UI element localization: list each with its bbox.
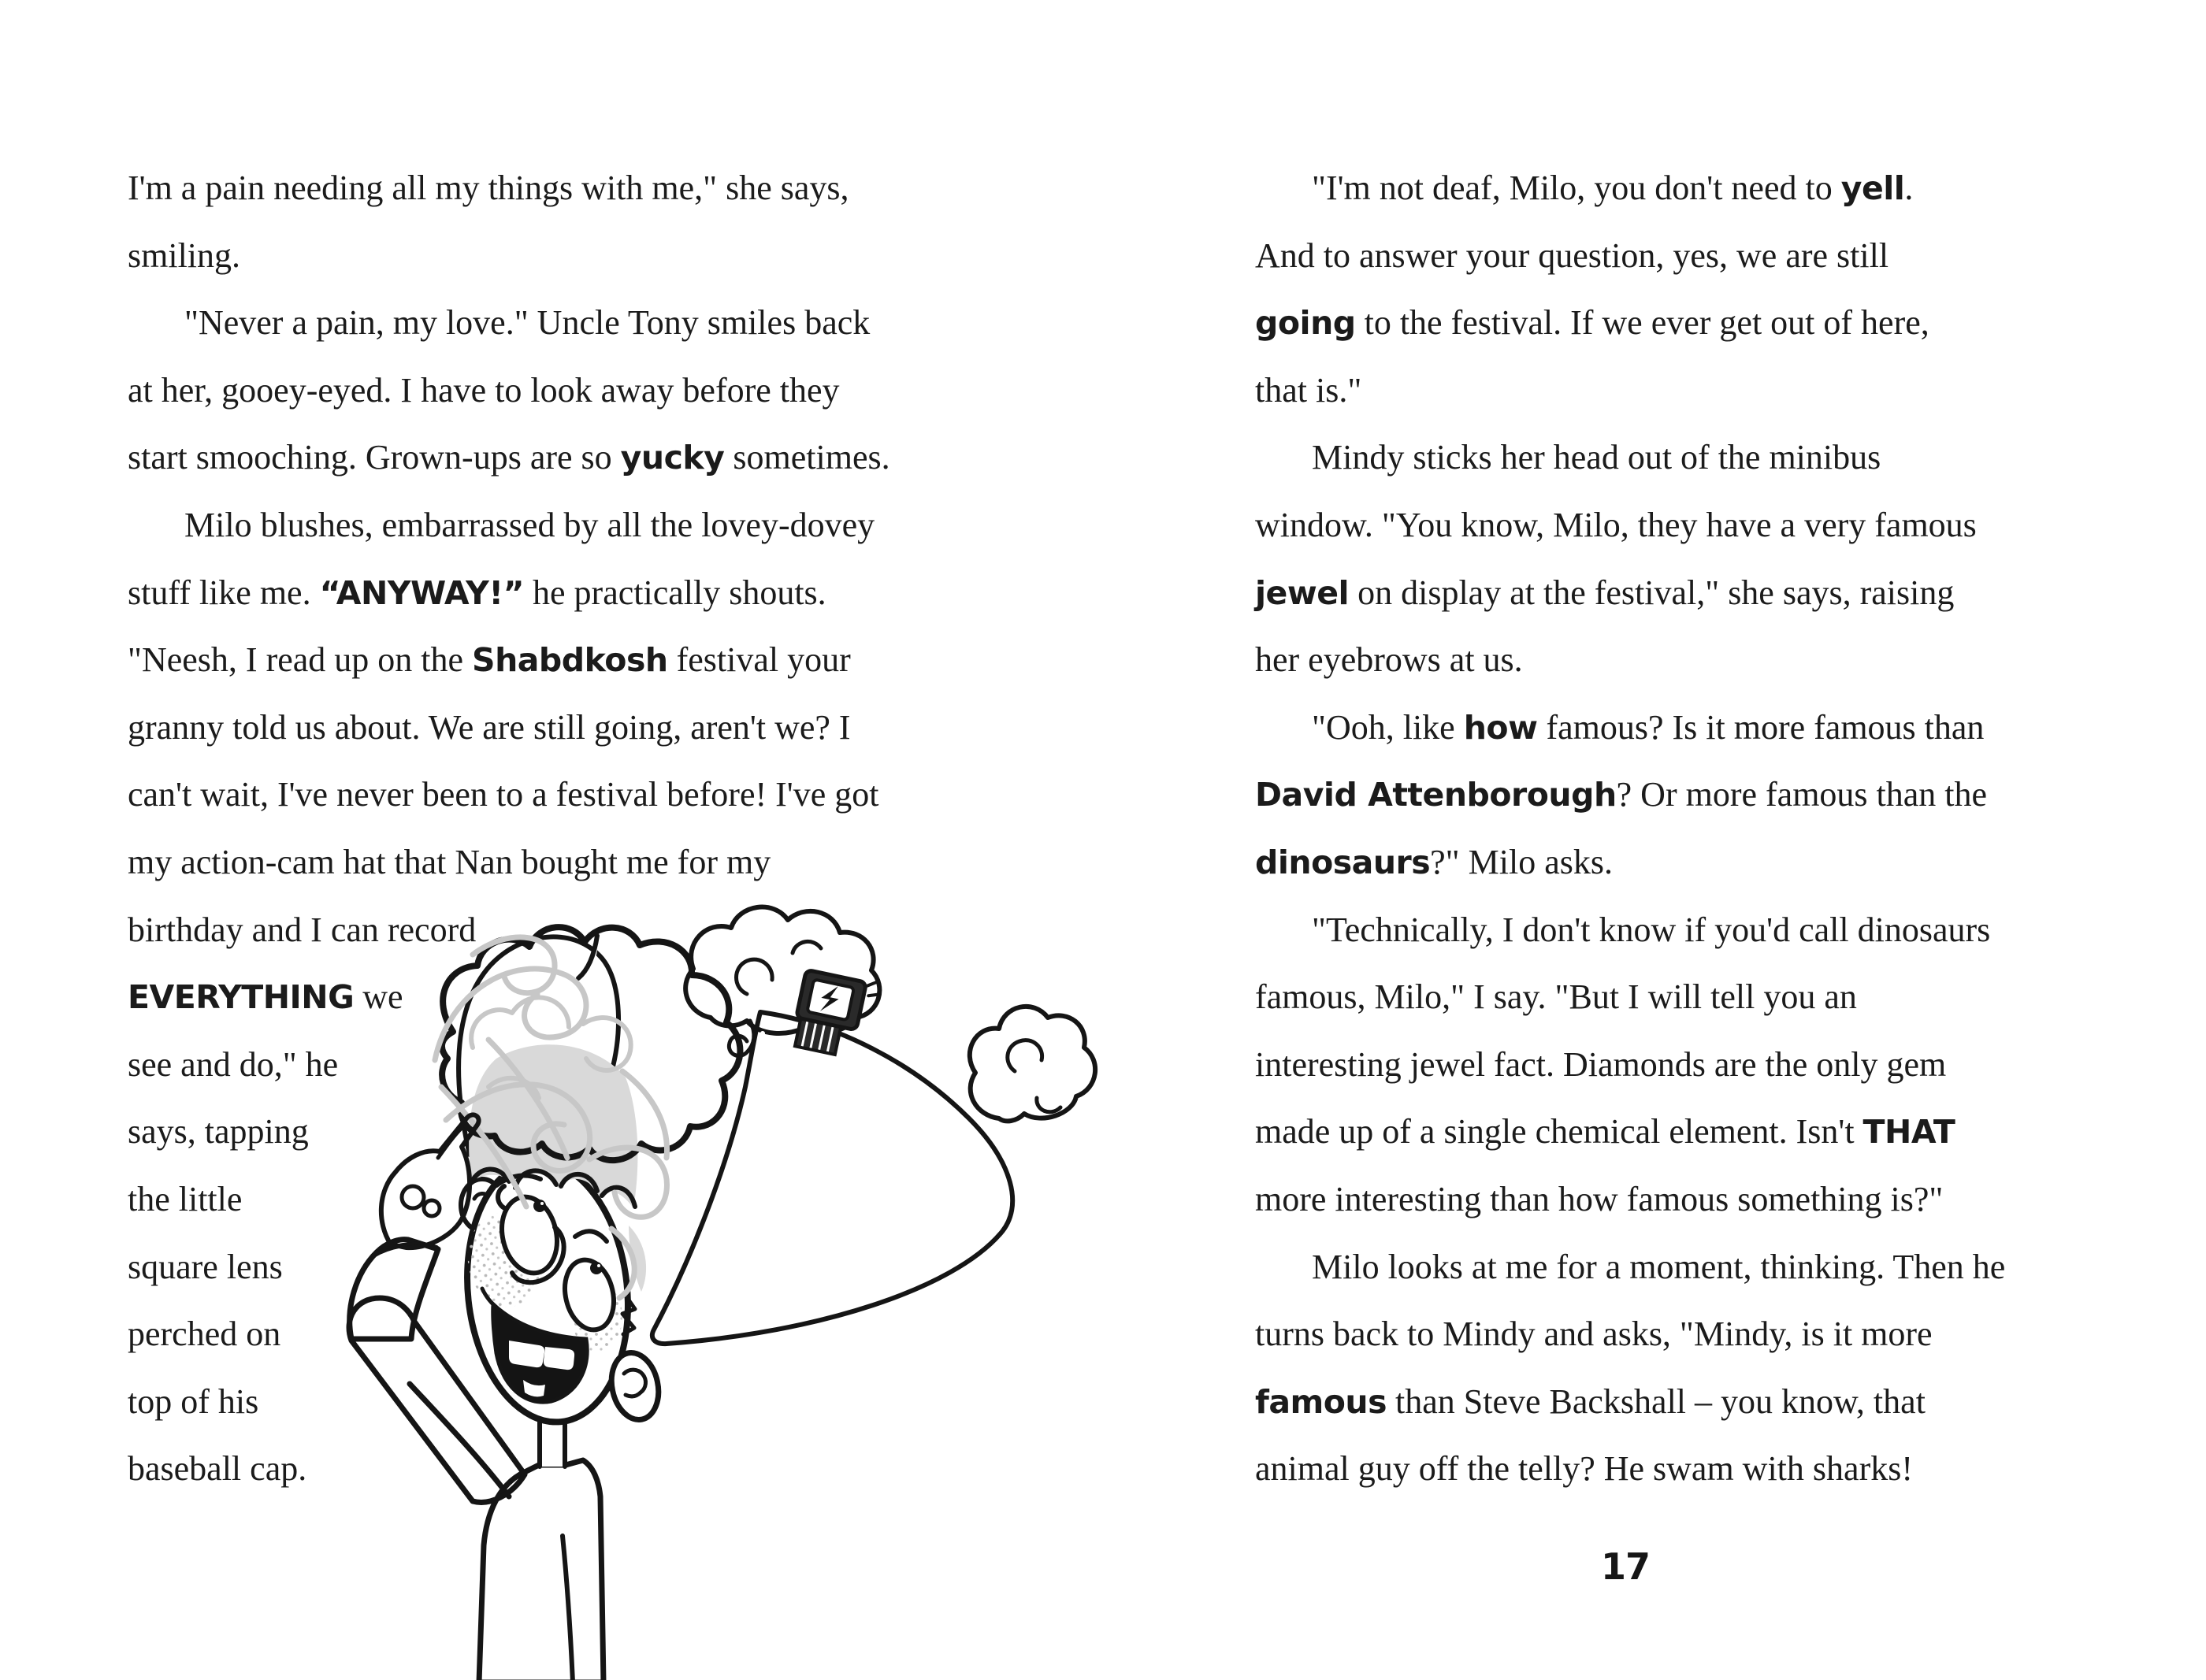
emphasis-text: Shabdkosh — [472, 641, 668, 680]
body-text: ? Or more famous than the — [1616, 775, 1988, 814]
emphasis-text: “ANYWAY!” — [319, 573, 525, 612]
body-text: stuff like me. — [128, 573, 320, 612]
body-text: famous? Is it more famous than — [1537, 707, 1985, 747]
text-line — [1255, 626, 2005, 694]
body-text: Mindy sticks her head out of the minibus — [1312, 438, 1881, 477]
text-line — [128, 289, 890, 357]
page-number: 17 — [1600, 1545, 1650, 1588]
emphasis-text: going — [1255, 304, 1356, 343]
boy-torso — [479, 1415, 603, 1680]
text-line — [1255, 761, 2005, 829]
body-text: made up of a single chemical element. Isn't — [1255, 1112, 1863, 1152]
forearm — [350, 1240, 438, 1339]
body-text: my action-cam hat that Nan bought me for my — [128, 842, 771, 881]
boy-illustration — [343, 899, 1107, 1680]
text-line — [128, 154, 890, 222]
body-text: her eyebrows at us. — [1255, 640, 1523, 680]
body-text: square lens — [128, 1247, 283, 1286]
body-text: interesting jewel fact. Diamonds are the only gem — [1255, 1044, 1947, 1084]
body-text: turns back to Mindy and asks, "Mindy, is it more — [1255, 1315, 1933, 1354]
body-text: I'm a pain needing all my things with me," she says, — [128, 169, 849, 207]
body-text: baseball cap. — [128, 1449, 307, 1489]
body-text: And to answer your question, yes, we are still — [1255, 235, 1889, 275]
text-line — [1255, 357, 2005, 425]
text-line — [128, 761, 890, 829]
right-ear — [606, 1348, 665, 1424]
body-text: more interesting than how famous something is?" — [1255, 1179, 1944, 1218]
text-line — [128, 357, 890, 425]
text-line — [128, 424, 890, 491]
body-text: says, tapping — [128, 1112, 309, 1152]
backwards-cap-panel — [652, 1012, 1012, 1344]
body-text: "I'm not deaf, Milo, you don't need to — [1312, 169, 1841, 207]
body-text: start smooching. Grown-ups are so — [128, 438, 621, 477]
body-text: "Ooh, like — [1312, 707, 1464, 747]
body-text: famous, Milo," I say. "But I will tell you an — [1255, 977, 1857, 1017]
text-line — [1255, 896, 2005, 964]
body-text: that is." — [1255, 370, 1362, 410]
body-text: birthday and I can record — [128, 910, 477, 949]
body-text: to the festival. If we ever get out of here, — [1355, 303, 1929, 343]
emphasis-text: THAT — [1862, 1113, 1955, 1152]
body-text: window. "You know, Milo, they have a very famous — [1255, 505, 1977, 544]
body-text: "Never a pain, my love." Uncle Tony smiles back — [184, 303, 871, 343]
body-text: we — [354, 977, 403, 1017]
body-text: "Neesh, I read up on the — [128, 640, 473, 680]
text-line — [128, 559, 890, 627]
body-text: . — [1904, 169, 1914, 207]
text-line — [1255, 424, 2005, 491]
text-line — [1255, 829, 2005, 896]
body-text: granny told us about. We are still going, aren't we? I — [128, 707, 851, 747]
body-text: festival your — [667, 640, 851, 680]
text-line — [128, 491, 890, 559]
body-text: he practically shouts. — [524, 573, 826, 612]
emphasis-text: famous — [1255, 1382, 1387, 1421]
body-text: sometimes. — [724, 438, 890, 477]
body-text: ?" Milo asks. — [1430, 842, 1613, 881]
text-line — [1255, 1368, 2005, 1436]
thought-cloud-far-right — [970, 1007, 1095, 1121]
text-line — [1255, 1098, 2005, 1166]
text-line — [1255, 289, 2005, 357]
emphasis-text: yucky — [620, 439, 725, 477]
body-text: top of his — [128, 1381, 259, 1421]
body-text: "Technically, I don't know if you'd call dinosaurs — [1312, 910, 1991, 949]
body-text: see and do," he — [128, 1044, 339, 1084]
right-page-text — [1255, 154, 2005, 1503]
text-line — [128, 626, 890, 694]
text-line — [1255, 1435, 2005, 1503]
emphasis-text: EVERYTHING — [128, 978, 355, 1017]
text-line — [1255, 963, 2005, 1031]
emphasis-text: yell — [1840, 169, 1905, 207]
body-text: perched on — [128, 1315, 281, 1354]
text-line — [128, 694, 890, 762]
text-line — [1255, 1166, 2005, 1233]
text-line — [1255, 1031, 2005, 1099]
emphasis-text: dinosaurs — [1255, 843, 1431, 881]
body-text: animal guy off the telly? He swam with sharks! — [1255, 1449, 1913, 1489]
emphasis-text: jewel — [1255, 573, 1350, 612]
body-text: on display at the festival," she says, raising — [1349, 573, 1955, 612]
text-line — [128, 222, 890, 290]
text-line — [1255, 1300, 2005, 1368]
body-text: can't wait, I've never been to a festival before! I've got — [128, 775, 879, 814]
body-text: than Steve Backshall – you know, that — [1387, 1381, 1926, 1421]
text-line — [1255, 222, 2005, 290]
body-text: at her, gooey-eyed. I have to look away before they — [128, 370, 840, 410]
text-line — [1255, 559, 2005, 627]
emphasis-text: how — [1463, 708, 1538, 747]
text-line — [128, 829, 890, 896]
body-text: Milo blushes, embarrassed by all the lovey-dovey — [184, 505, 875, 544]
text-line — [1255, 1233, 2005, 1301]
text-line — [1255, 491, 2005, 559]
emphasis-text: David Attenborough — [1255, 776, 1617, 814]
body-text: the little — [128, 1179, 243, 1218]
body-text: smiling. — [128, 235, 241, 275]
text-line — [1255, 154, 2005, 222]
body-text: Milo looks at me for a moment, thinking. Then he — [1312, 1247, 2006, 1286]
text-line — [1255, 694, 2005, 762]
